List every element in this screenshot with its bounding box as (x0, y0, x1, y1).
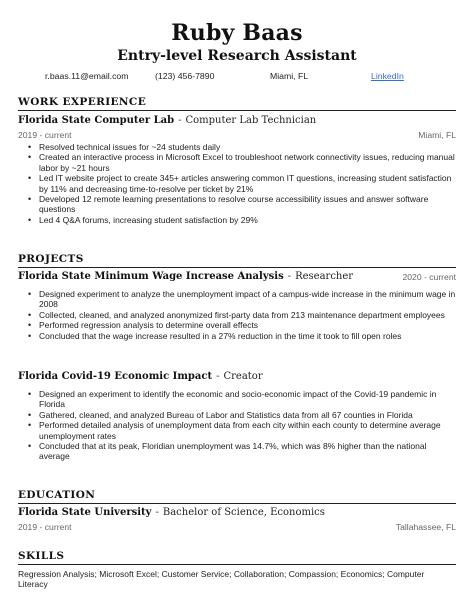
project-dates: 2020 - current (402, 272, 456, 282)
education-dates: 2019 - current (18, 522, 72, 532)
project-entry-header (18, 271, 456, 282)
contact-location: Miami, FL (270, 71, 309, 81)
work-dates: 2019 - current (18, 130, 72, 140)
list-item: • Led 4 Q&A forums, increasing student satisfaction by 29% (28, 215, 456, 225)
separator: - (155, 507, 159, 518)
work-meta (18, 130, 456, 140)
section-title-work: WORK EXPERIENCE (18, 96, 147, 108)
contact-linkedin[interactable] (371, 71, 404, 81)
list-item: • Gathered, cleaned, and analyzed Bureau of Labor and Statistics data from all 67 counties in Florida (28, 410, 456, 420)
section-divider (18, 110, 456, 111)
work-bullets (28, 142, 456, 225)
list-item: • Concluded that at its peak, Floridian unemployment was 14.7%, which was 8% higher than the national average (28, 441, 456, 462)
section-title-skills: SKILLS (18, 550, 65, 562)
work-org: Florida State Computer Lab (18, 115, 175, 126)
list-item: • Designed experiment to analyze the unemployment impact of a campus-wide increase in the minimum wage in 2008 (28, 289, 456, 310)
work-role: Computer Lab Technician (185, 115, 317, 126)
project-org: Florida Covid-19 Economic Impact (18, 371, 213, 382)
work-entry-header (18, 115, 456, 126)
education-org: Florida State University (18, 507, 152, 518)
project-role: Researcher (295, 271, 354, 282)
list-item: • Performed detailed analysis of unemployment data from each city within each county to determine average unemployment rates (28, 420, 456, 441)
section-divider (18, 503, 456, 504)
list-item: • Performed regression analysis to determine overall effects (28, 320, 456, 330)
contact-email: r.baas.11@email.com (45, 71, 129, 81)
project-bullets (28, 389, 456, 462)
list-item: • Resolved technical issues for ~24 students daily (28, 142, 456, 152)
list-item: • Concluded that the wage increase resulted in a 27% reduction in the time it took to fill open roles (28, 331, 456, 341)
section-title-education: EDUCATION (18, 489, 96, 501)
candidate-title: Entry-level Research Assistant (117, 48, 357, 64)
list-item: • Led IT website project to create 345+ articles answering common IT questions, increasing student satisfaction by 11% and decreasing time-to-resolve per ticket by 21% (28, 173, 456, 194)
skills-text: Regression Analysis; Microsoft Excel; Customer Service; Collaboration; Compassion; Economics; Computer Literacy (18, 569, 425, 590)
education-location: Tallahassee, FL (395, 522, 456, 532)
project-bullets (28, 289, 456, 341)
list-item: • Designed an experiment to identify the economic and socio-economic impact of the Covid-19 pandemic in Florida (28, 389, 456, 410)
education-degree: Bachelor of Science, Economics (162, 507, 325, 518)
work-location: Miami, FL (418, 130, 456, 140)
list-item: • Developed 12 remote learning presentations to resolve course accessibility issues and answer software questions (28, 194, 456, 215)
education-meta (18, 522, 456, 532)
contact-phone: (123) 456-7890 (155, 71, 215, 81)
project-role: Creator (223, 371, 263, 382)
section-title-projects: PROJECTS (18, 253, 84, 265)
list-item: • Created an interactive process in Microsoft Excel to troubleshoot network connectivity issues, reducing manual labor by ~21 hours (28, 152, 456, 173)
list-item: • Collected, cleaned, and analyzed anonymized first-party data from 213 maintenance department employees (28, 310, 456, 320)
linkedin-link[interactable]: LinkedIn (371, 71, 404, 81)
project-entry-header (18, 371, 456, 382)
candidate-name: Ruby Baas (171, 20, 303, 46)
project-org: Florida State Minimum Wage Increase Analysis (18, 271, 284, 282)
section-divider (18, 267, 456, 268)
separator: - (178, 115, 182, 126)
education-entry-header (18, 507, 456, 518)
separator: - (287, 271, 292, 282)
section-divider (18, 564, 456, 565)
separator: - (216, 371, 220, 382)
